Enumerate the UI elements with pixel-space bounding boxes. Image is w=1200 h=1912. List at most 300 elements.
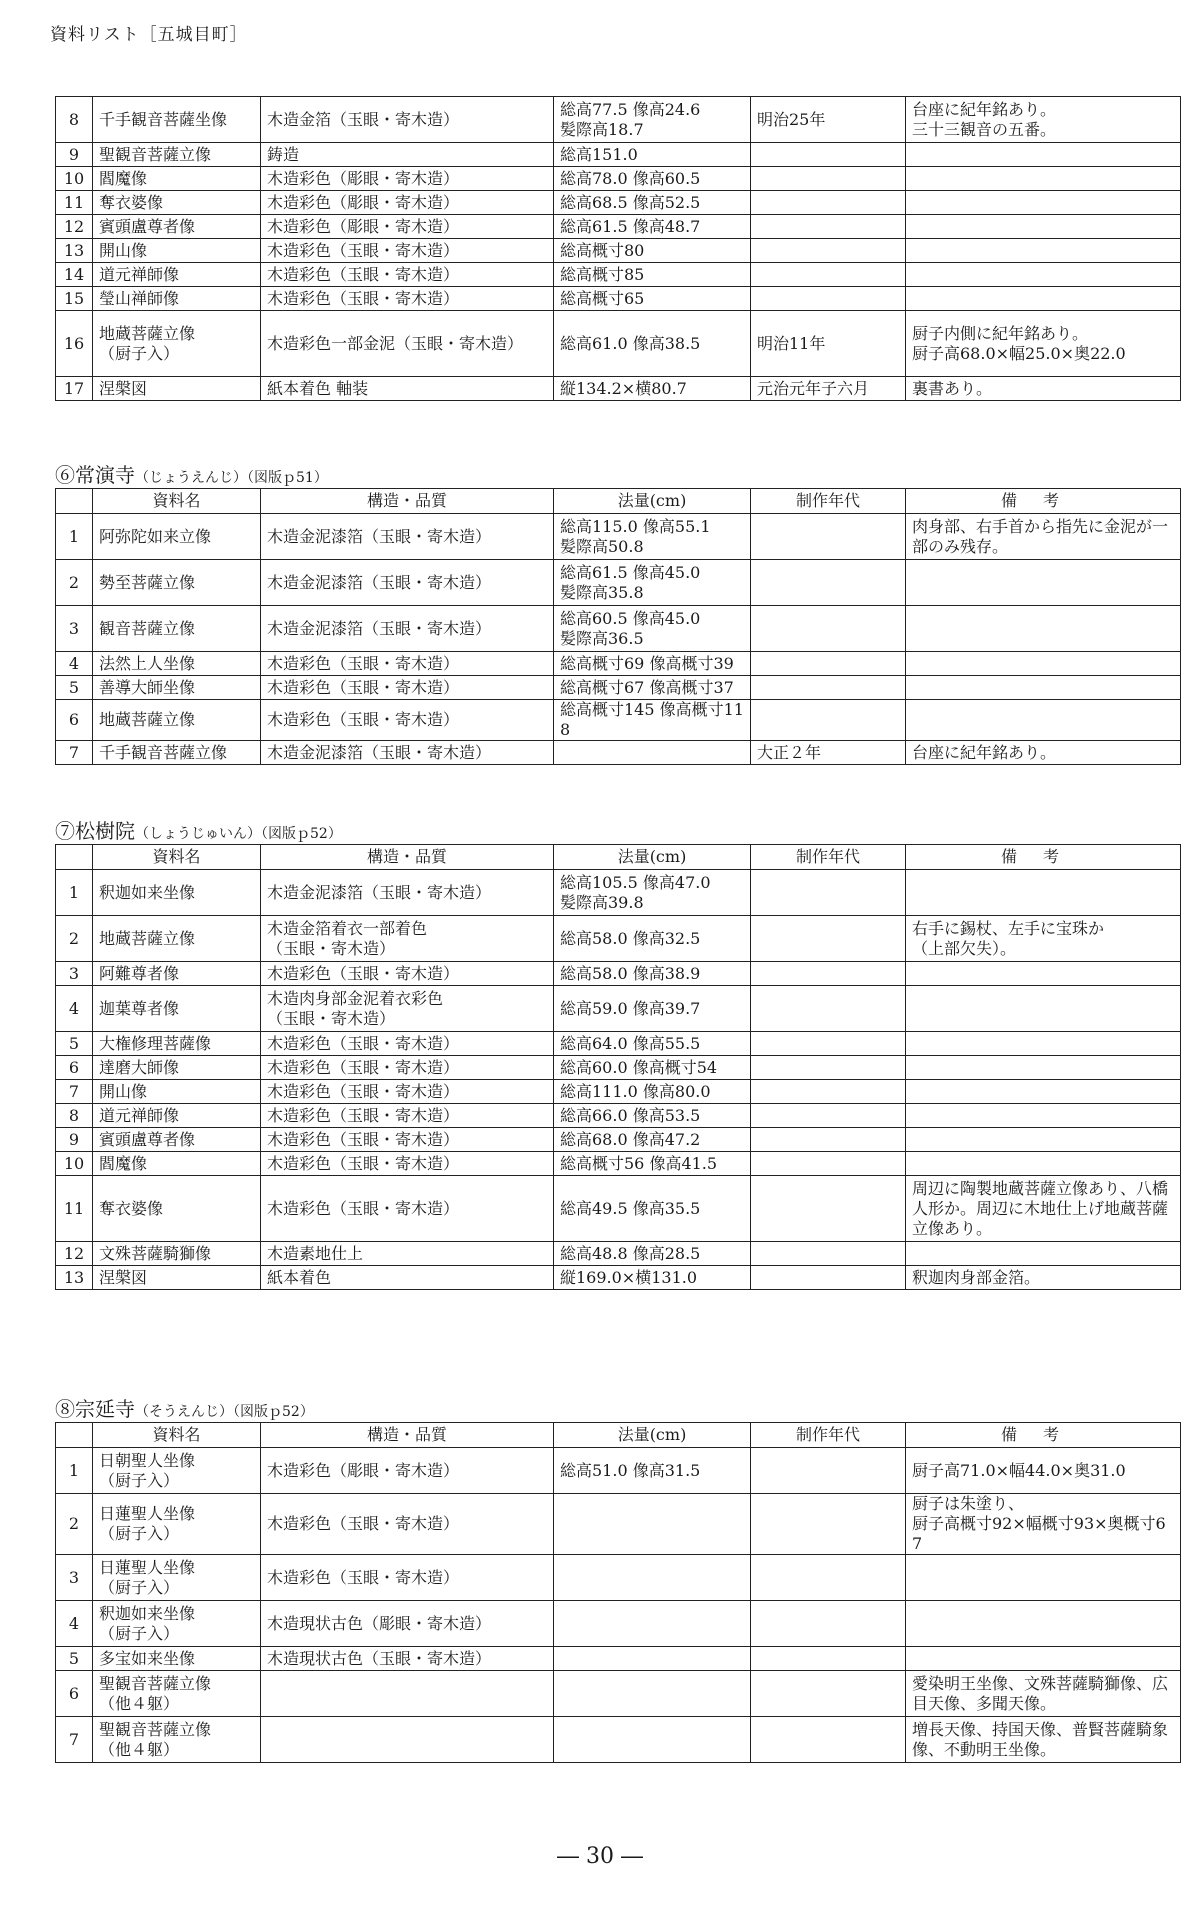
header-structure: 構造・品質 <box>261 1423 554 1448</box>
item-structure: 木造彩色（玉眼・寄木造） <box>261 700 554 741</box>
item-name: 奪衣婆像 <box>93 191 261 215</box>
item-era: 明治25年 <box>751 97 906 143</box>
item-remarks: 裏書あり。 <box>906 377 1181 401</box>
table-row <box>56 143 1181 167</box>
header-structure: 構造・品質 <box>261 845 554 870</box>
item-size: 総高概寸80 <box>554 239 751 263</box>
table-row <box>56 986 1181 1032</box>
header-name: 資料名 <box>93 489 261 514</box>
item-remarks: 厨子高71.0×幅44.0×奥31.0 <box>906 1448 1181 1494</box>
item-name: 道元禅師像 <box>93 263 261 287</box>
page-number: ― 30 ― <box>557 1844 643 1869</box>
row-number: 6 <box>56 1056 93 1080</box>
row-number: 7 <box>56 741 93 765</box>
item-name: 千手観音菩薩立像 <box>93 741 261 765</box>
table-row <box>56 1494 1181 1555</box>
item-remarks <box>906 263 1181 287</box>
item-remarks <box>906 1242 1181 1266</box>
item-size: 総高61.5 像高45.0 髪際高35.8 <box>554 560 751 606</box>
section-title <box>55 818 1180 844</box>
table-body <box>56 514 1181 765</box>
item-name: 阿弥陀如来立像 <box>93 514 261 560</box>
table-row <box>56 1032 1181 1056</box>
item-name: 日蓮聖人坐像 （厨子入） <box>93 1494 261 1555</box>
item-size: 総高60.5 像高45.0 髪際高36.5 <box>554 606 751 652</box>
item-remarks <box>906 676 1181 700</box>
item-name: 奪衣婆像 <box>93 1176 261 1242</box>
item-structure: 木造彩色（玉眼・寄木造） <box>261 1152 554 1176</box>
item-era: 元治元年子六月 <box>751 377 906 401</box>
item-era <box>751 1671 906 1717</box>
item-remarks: 釈迦肉身部金箔。 <box>906 1266 1181 1290</box>
row-number: 4 <box>56 986 93 1032</box>
item-name: 観音菩薩立像 <box>93 606 261 652</box>
item-remarks <box>906 560 1181 606</box>
item-name: 涅槃図 <box>93 377 261 401</box>
row-number: 2 <box>56 916 93 962</box>
table-row <box>56 560 1181 606</box>
shojuin-table <box>55 844 1181 1290</box>
item-name: 閻魔像 <box>93 167 261 191</box>
item-era <box>751 143 906 167</box>
item-era <box>751 514 906 560</box>
section-title <box>55 1396 1180 1422</box>
table-row <box>56 514 1181 560</box>
item-remarks <box>906 1128 1181 1152</box>
item-name: 迦葉尊者像 <box>93 986 261 1032</box>
running-head: 資料リスト［五城目町］ <box>50 25 248 45</box>
item-size <box>554 1555 751 1601</box>
table-row <box>56 263 1181 287</box>
item-remarks <box>906 606 1181 652</box>
table-row <box>56 1647 1181 1671</box>
temple-reading: （そうえんじ）（図版ｐ52） <box>135 1404 314 1420</box>
item-name: 阿難尊者像 <box>93 962 261 986</box>
item-name: 地蔵菩薩立像 <box>93 700 261 741</box>
item-name: 瑩山禅師像 <box>93 287 261 311</box>
row-number: 5 <box>56 1032 93 1056</box>
item-remarks: 周辺に陶製地蔵菩薩立像あり、八橋人形か。周辺に木地仕上げ地蔵菩薩立像あり。 <box>906 1176 1181 1242</box>
item-size: 総高58.0 像高38.9 <box>554 962 751 986</box>
row-number: 10 <box>56 167 93 191</box>
item-era <box>751 1056 906 1080</box>
item-name: 聖観音菩薩立像 （他４躯） <box>93 1717 261 1763</box>
item-remarks <box>906 1601 1181 1647</box>
item-era <box>751 1176 906 1242</box>
table-row <box>56 1555 1181 1601</box>
header-no <box>56 845 93 870</box>
table-row <box>56 97 1181 143</box>
item-size: 総高51.0 像高31.5 <box>554 1448 751 1494</box>
table-row <box>56 676 1181 700</box>
item-structure: 木造彩色（玉眼・寄木造） <box>261 1494 554 1555</box>
row-number: 7 <box>56 1080 93 1104</box>
item-remarks: 厨子内側に紀年銘あり。 厨子高68.0×幅25.0×奥22.0 <box>906 311 1181 377</box>
item-size: 総高58.0 像高32.5 <box>554 916 751 962</box>
header-row <box>56 845 1181 870</box>
item-structure: 木造現状古色（彫眼・寄木造） <box>261 1601 554 1647</box>
row-number: 10 <box>56 1152 93 1176</box>
item-era <box>751 239 906 263</box>
header-no <box>56 489 93 514</box>
item-era <box>751 676 906 700</box>
item-size: 総高概寸69 像高概寸39 <box>554 652 751 676</box>
item-structure: 木造素地仕上 <box>261 1242 554 1266</box>
table-row <box>56 1128 1181 1152</box>
item-name: 地蔵菩薩立像 <box>93 916 261 962</box>
item-name: 法然上人坐像 <box>93 652 261 676</box>
table-row <box>56 311 1181 377</box>
item-name: 文殊菩薩騎獅像 <box>93 1242 261 1266</box>
item-remarks <box>906 870 1181 916</box>
item-size <box>554 1671 751 1717</box>
temple-reading: （しょうじゅいん）（図版ｐ52） <box>135 826 342 842</box>
item-remarks <box>906 239 1181 263</box>
item-structure: 木造彩色（彫眼・寄木造） <box>261 167 554 191</box>
row-number: 11 <box>56 191 93 215</box>
item-era <box>751 1717 906 1763</box>
item-structure <box>261 1717 554 1763</box>
header-era: 制作年代 <box>751 489 906 514</box>
table-row <box>56 1176 1181 1242</box>
table-row <box>56 741 1181 765</box>
table-row <box>56 1056 1181 1080</box>
item-era <box>751 606 906 652</box>
row-number: 17 <box>56 377 93 401</box>
temple-reading: （じょうえんじ）（図版ｐ51） <box>135 470 328 486</box>
table-row <box>56 1080 1181 1104</box>
item-size: 総高77.5 像高24.6 髪際高18.7 <box>554 97 751 143</box>
item-size <box>554 741 751 765</box>
row-number: 14 <box>56 263 93 287</box>
item-era <box>751 1601 906 1647</box>
item-structure: 木造現状古色（玉眼・寄木造） <box>261 1647 554 1671</box>
item-remarks <box>906 1080 1181 1104</box>
item-era <box>751 1152 906 1176</box>
item-size: 総高68.0 像高47.2 <box>554 1128 751 1152</box>
row-number: 3 <box>56 1555 93 1601</box>
table-row <box>56 1717 1181 1763</box>
table-row <box>56 962 1181 986</box>
item-era <box>751 287 906 311</box>
table-row <box>56 1601 1181 1647</box>
row-number: 5 <box>56 676 93 700</box>
temple-name: ⑧宗延寺 <box>55 1397 135 1421</box>
table-row <box>56 215 1181 239</box>
item-remarks <box>906 287 1181 311</box>
table-body <box>56 1448 1181 1763</box>
item-name: 勢至菩薩立像 <box>93 560 261 606</box>
item-size: 総高111.0 像高80.0 <box>554 1080 751 1104</box>
table-body <box>56 97 1181 401</box>
table-body <box>56 870 1181 1290</box>
item-remarks <box>906 986 1181 1032</box>
header-size: 法量(cm) <box>554 845 751 870</box>
row-number: 8 <box>56 1104 93 1128</box>
item-structure <box>261 1671 554 1717</box>
continued-table <box>55 96 1181 401</box>
item-name: 聖観音菩薩立像 <box>93 143 261 167</box>
item-remarks <box>906 652 1181 676</box>
item-structure: 木造金箔着衣一部着色 （玉眼・寄木造） <box>261 916 554 962</box>
item-remarks <box>906 1555 1181 1601</box>
item-structure: 木造彩色（彫眼・寄木造） <box>261 191 554 215</box>
item-structure: 木造彩色（玉眼・寄木造） <box>261 1128 554 1152</box>
row-number: 15 <box>56 287 93 311</box>
item-era <box>751 870 906 916</box>
item-size: 総高概寸85 <box>554 263 751 287</box>
row-number: 16 <box>56 311 93 377</box>
item-size: 総高66.0 像高53.5 <box>554 1104 751 1128</box>
table-row <box>56 652 1181 676</box>
item-name: 大権修理菩薩像 <box>93 1032 261 1056</box>
item-name: 釈迦如来坐像 <box>93 870 261 916</box>
item-structure: 木造彩色（玉眼・寄木造） <box>261 239 554 263</box>
header-era: 制作年代 <box>751 1423 906 1448</box>
item-remarks: 肉身部、右手首から指先に金泥が一部のみ残存。 <box>906 514 1181 560</box>
header-row <box>56 489 1181 514</box>
item-remarks <box>906 1056 1181 1080</box>
table-row <box>56 377 1181 401</box>
item-structure: 木造彩色（玉眼・寄木造） <box>261 962 554 986</box>
item-size: 総高151.0 <box>554 143 751 167</box>
section-title <box>55 462 1180 488</box>
item-era <box>751 1104 906 1128</box>
item-name: 涅槃図 <box>93 1266 261 1290</box>
item-size: 縦134.2×横80.7 <box>554 377 751 401</box>
table-row <box>56 1152 1181 1176</box>
item-structure: 木造彩色（玉眼・寄木造） <box>261 1032 554 1056</box>
item-size: 総高60.0 像高概寸54 <box>554 1056 751 1080</box>
item-era <box>751 167 906 191</box>
item-structure: 鋳造 <box>261 143 554 167</box>
temple-name: ⑥常演寺 <box>55 463 135 487</box>
item-era <box>751 652 906 676</box>
item-era <box>751 1242 906 1266</box>
header-no <box>56 1423 93 1448</box>
section-joenji <box>55 462 1180 765</box>
item-size: 総高48.8 像高28.5 <box>554 1242 751 1266</box>
item-size: 総高概寸67 像高概寸37 <box>554 676 751 700</box>
item-structure: 木造彩色（玉眼・寄木造） <box>261 1104 554 1128</box>
item-era <box>751 215 906 239</box>
item-size: 総高概寸56 像高41.5 <box>554 1152 751 1176</box>
item-remarks <box>906 1104 1181 1128</box>
item-structure: 木造肉身部金泥着衣彩色 （玉眼・寄木造） <box>261 986 554 1032</box>
item-structure: 木造金泥漆箔（玉眼・寄木造） <box>261 741 554 765</box>
item-era <box>751 1494 906 1555</box>
table-row <box>56 239 1181 263</box>
item-structure: 木造彩色（彫眼・寄木造） <box>261 1448 554 1494</box>
row-number: 8 <box>56 97 93 143</box>
item-era <box>751 1647 906 1671</box>
header-name: 資料名 <box>93 845 261 870</box>
item-era <box>751 962 906 986</box>
row-number: 13 <box>56 1266 93 1290</box>
header-name: 資料名 <box>93 1423 261 1448</box>
item-size: 総高78.0 像高60.5 <box>554 167 751 191</box>
row-number: 3 <box>56 606 93 652</box>
row-number: 11 <box>56 1176 93 1242</box>
joenji-table <box>55 488 1181 765</box>
item-era <box>751 700 906 741</box>
item-era <box>751 560 906 606</box>
item-remarks <box>906 143 1181 167</box>
item-era: 大正２年 <box>751 741 906 765</box>
item-remarks: 愛染明王坐像、文殊菩薩騎獅像、広目天像、多聞天像。 <box>906 1671 1181 1717</box>
item-structure: 木造彩色（玉眼・寄木造） <box>261 1176 554 1242</box>
item-size <box>554 1601 751 1647</box>
item-era <box>751 1555 906 1601</box>
item-remarks: 台座に紀年銘あり。 三十三観音の五番。 <box>906 97 1181 143</box>
header-structure: 構造・品質 <box>261 489 554 514</box>
item-size: 総高105.5 像高47.0 髪際高39.8 <box>554 870 751 916</box>
item-structure: 木造彩色（玉眼・寄木造） <box>261 1555 554 1601</box>
item-era <box>751 1080 906 1104</box>
item-remarks <box>906 1152 1181 1176</box>
item-remarks <box>906 215 1181 239</box>
table-row <box>56 870 1181 916</box>
item-size <box>554 1717 751 1763</box>
item-structure: 木造彩色（彫眼・寄木造） <box>261 215 554 239</box>
item-structure: 木造金泥漆箔（玉眼・寄木造） <box>261 870 554 916</box>
row-number: 5 <box>56 1647 93 1671</box>
table-row <box>56 1448 1181 1494</box>
item-structure: 木造彩色（玉眼・寄木造） <box>261 652 554 676</box>
item-size: 総高概寸65 <box>554 287 751 311</box>
item-remarks <box>906 700 1181 741</box>
row-number: 1 <box>56 870 93 916</box>
item-name: 開山像 <box>93 239 261 263</box>
table-row <box>56 700 1181 741</box>
row-number: 7 <box>56 1717 93 1763</box>
table-row <box>56 916 1181 962</box>
item-structure: 木造金泥漆箔（玉眼・寄木造） <box>261 606 554 652</box>
item-remarks <box>906 167 1181 191</box>
section-shojuin <box>55 818 1180 1290</box>
row-number: 1 <box>56 514 93 560</box>
row-number: 9 <box>56 143 93 167</box>
item-era <box>751 1266 906 1290</box>
item-structure: 紙本着色 <box>261 1266 554 1290</box>
row-number: 6 <box>56 700 93 741</box>
item-remarks <box>906 962 1181 986</box>
item-structure: 木造金泥漆箔（玉眼・寄木造） <box>261 560 554 606</box>
table-row <box>56 1266 1181 1290</box>
item-era <box>751 986 906 1032</box>
header-era: 制作年代 <box>751 845 906 870</box>
row-number: 6 <box>56 1671 93 1717</box>
item-name: 地蔵菩薩立像 （厨子入） <box>93 311 261 377</box>
table-row <box>56 191 1181 215</box>
item-structure: 木造彩色一部金泥（玉眼・寄木造） <box>261 311 554 377</box>
item-size <box>554 1494 751 1555</box>
item-structure: 紙本着色 軸装 <box>261 377 554 401</box>
item-size: 総高61.5 像高48.7 <box>554 215 751 239</box>
item-era <box>751 916 906 962</box>
item-era <box>751 191 906 215</box>
item-remarks <box>906 1032 1181 1056</box>
item-remarks: 右手に錫杖、左手に宝珠か （上部欠失）。 <box>906 916 1181 962</box>
item-name: 賓頭盧尊者像 <box>93 1128 261 1152</box>
row-number: 3 <box>56 962 93 986</box>
row-number: 4 <box>56 652 93 676</box>
item-size: 総高68.5 像高52.5 <box>554 191 751 215</box>
item-size: 総高115.0 像高55.1 髪際高50.8 <box>554 514 751 560</box>
item-era <box>751 1448 906 1494</box>
table-row <box>56 287 1181 311</box>
item-remarks: 増長天像、持国天像、普賢菩薩騎象像、不動明王坐像。 <box>906 1717 1181 1763</box>
row-number: 12 <box>56 1242 93 1266</box>
item-name: 賓頭盧尊者像 <box>93 215 261 239</box>
item-structure: 木造彩色（玉眼・寄木造） <box>261 676 554 700</box>
item-name: 善導大師坐像 <box>93 676 261 700</box>
item-name: 釈迦如来坐像 （厨子入） <box>93 1601 261 1647</box>
item-name: 日蓮聖人坐像 （厨子入） <box>93 1555 261 1601</box>
item-name: 道元禅師像 <box>93 1104 261 1128</box>
table-row <box>56 167 1181 191</box>
item-name: 日朝聖人坐像 （厨子入） <box>93 1448 261 1494</box>
soenji-table <box>55 1422 1181 1763</box>
header-size: 法量(cm) <box>554 1423 751 1448</box>
table-row <box>56 606 1181 652</box>
header-remarks: 備考 <box>906 1423 1181 1448</box>
item-structure: 木造彩色（玉眼・寄木造） <box>261 1080 554 1104</box>
item-name: 開山像 <box>93 1080 261 1104</box>
item-name: 千手観音菩薩坐像 <box>93 97 261 143</box>
item-era <box>751 1128 906 1152</box>
row-number: 12 <box>56 215 93 239</box>
item-remarks <box>906 191 1181 215</box>
item-size: 縦169.0×横131.0 <box>554 1266 751 1290</box>
section-soenji <box>55 1396 1180 1763</box>
row-number: 2 <box>56 560 93 606</box>
item-structure: 木造金泥漆箔（玉眼・寄木造） <box>261 514 554 560</box>
header-remarks: 備考 <box>906 845 1181 870</box>
table-row <box>56 1671 1181 1717</box>
item-remarks: 厨子は朱塗り、 厨子高概寸92×幅概寸93×奥概寸67 <box>906 1494 1181 1555</box>
item-remarks <box>906 1647 1181 1671</box>
item-size: 総高概寸145 像高概寸118 <box>554 700 751 741</box>
row-number: 9 <box>56 1128 93 1152</box>
item-structure: 木造彩色（玉眼・寄木造） <box>261 287 554 311</box>
table-row <box>56 1242 1181 1266</box>
item-size: 総高59.0 像高39.7 <box>554 986 751 1032</box>
row-number: 4 <box>56 1601 93 1647</box>
section-continued <box>55 96 1180 401</box>
item-size: 総高49.5 像高35.5 <box>554 1176 751 1242</box>
row-number: 13 <box>56 239 93 263</box>
item-era <box>751 1032 906 1056</box>
item-size: 総高64.0 像高55.5 <box>554 1032 751 1056</box>
item-size: 総高61.0 像高38.5 <box>554 311 751 377</box>
item-structure: 木造彩色（玉眼・寄木造） <box>261 263 554 287</box>
item-remarks: 台座に紀年銘あり。 <box>906 741 1181 765</box>
item-era: 明治11年 <box>751 311 906 377</box>
item-name: 多宝如来坐像 <box>93 1647 261 1671</box>
row-number: 1 <box>56 1448 93 1494</box>
row-number: 2 <box>56 1494 93 1555</box>
item-structure: 木造金箔（玉眼・寄木造） <box>261 97 554 143</box>
temple-name: ⑦松樹院 <box>55 819 135 843</box>
item-structure: 木造彩色（玉眼・寄木造） <box>261 1056 554 1080</box>
item-name: 達磨大師像 <box>93 1056 261 1080</box>
item-name: 閻魔像 <box>93 1152 261 1176</box>
item-name: 聖観音菩薩立像 （他４躯） <box>93 1671 261 1717</box>
item-era <box>751 263 906 287</box>
header-size: 法量(cm) <box>554 489 751 514</box>
table-row <box>56 1104 1181 1128</box>
